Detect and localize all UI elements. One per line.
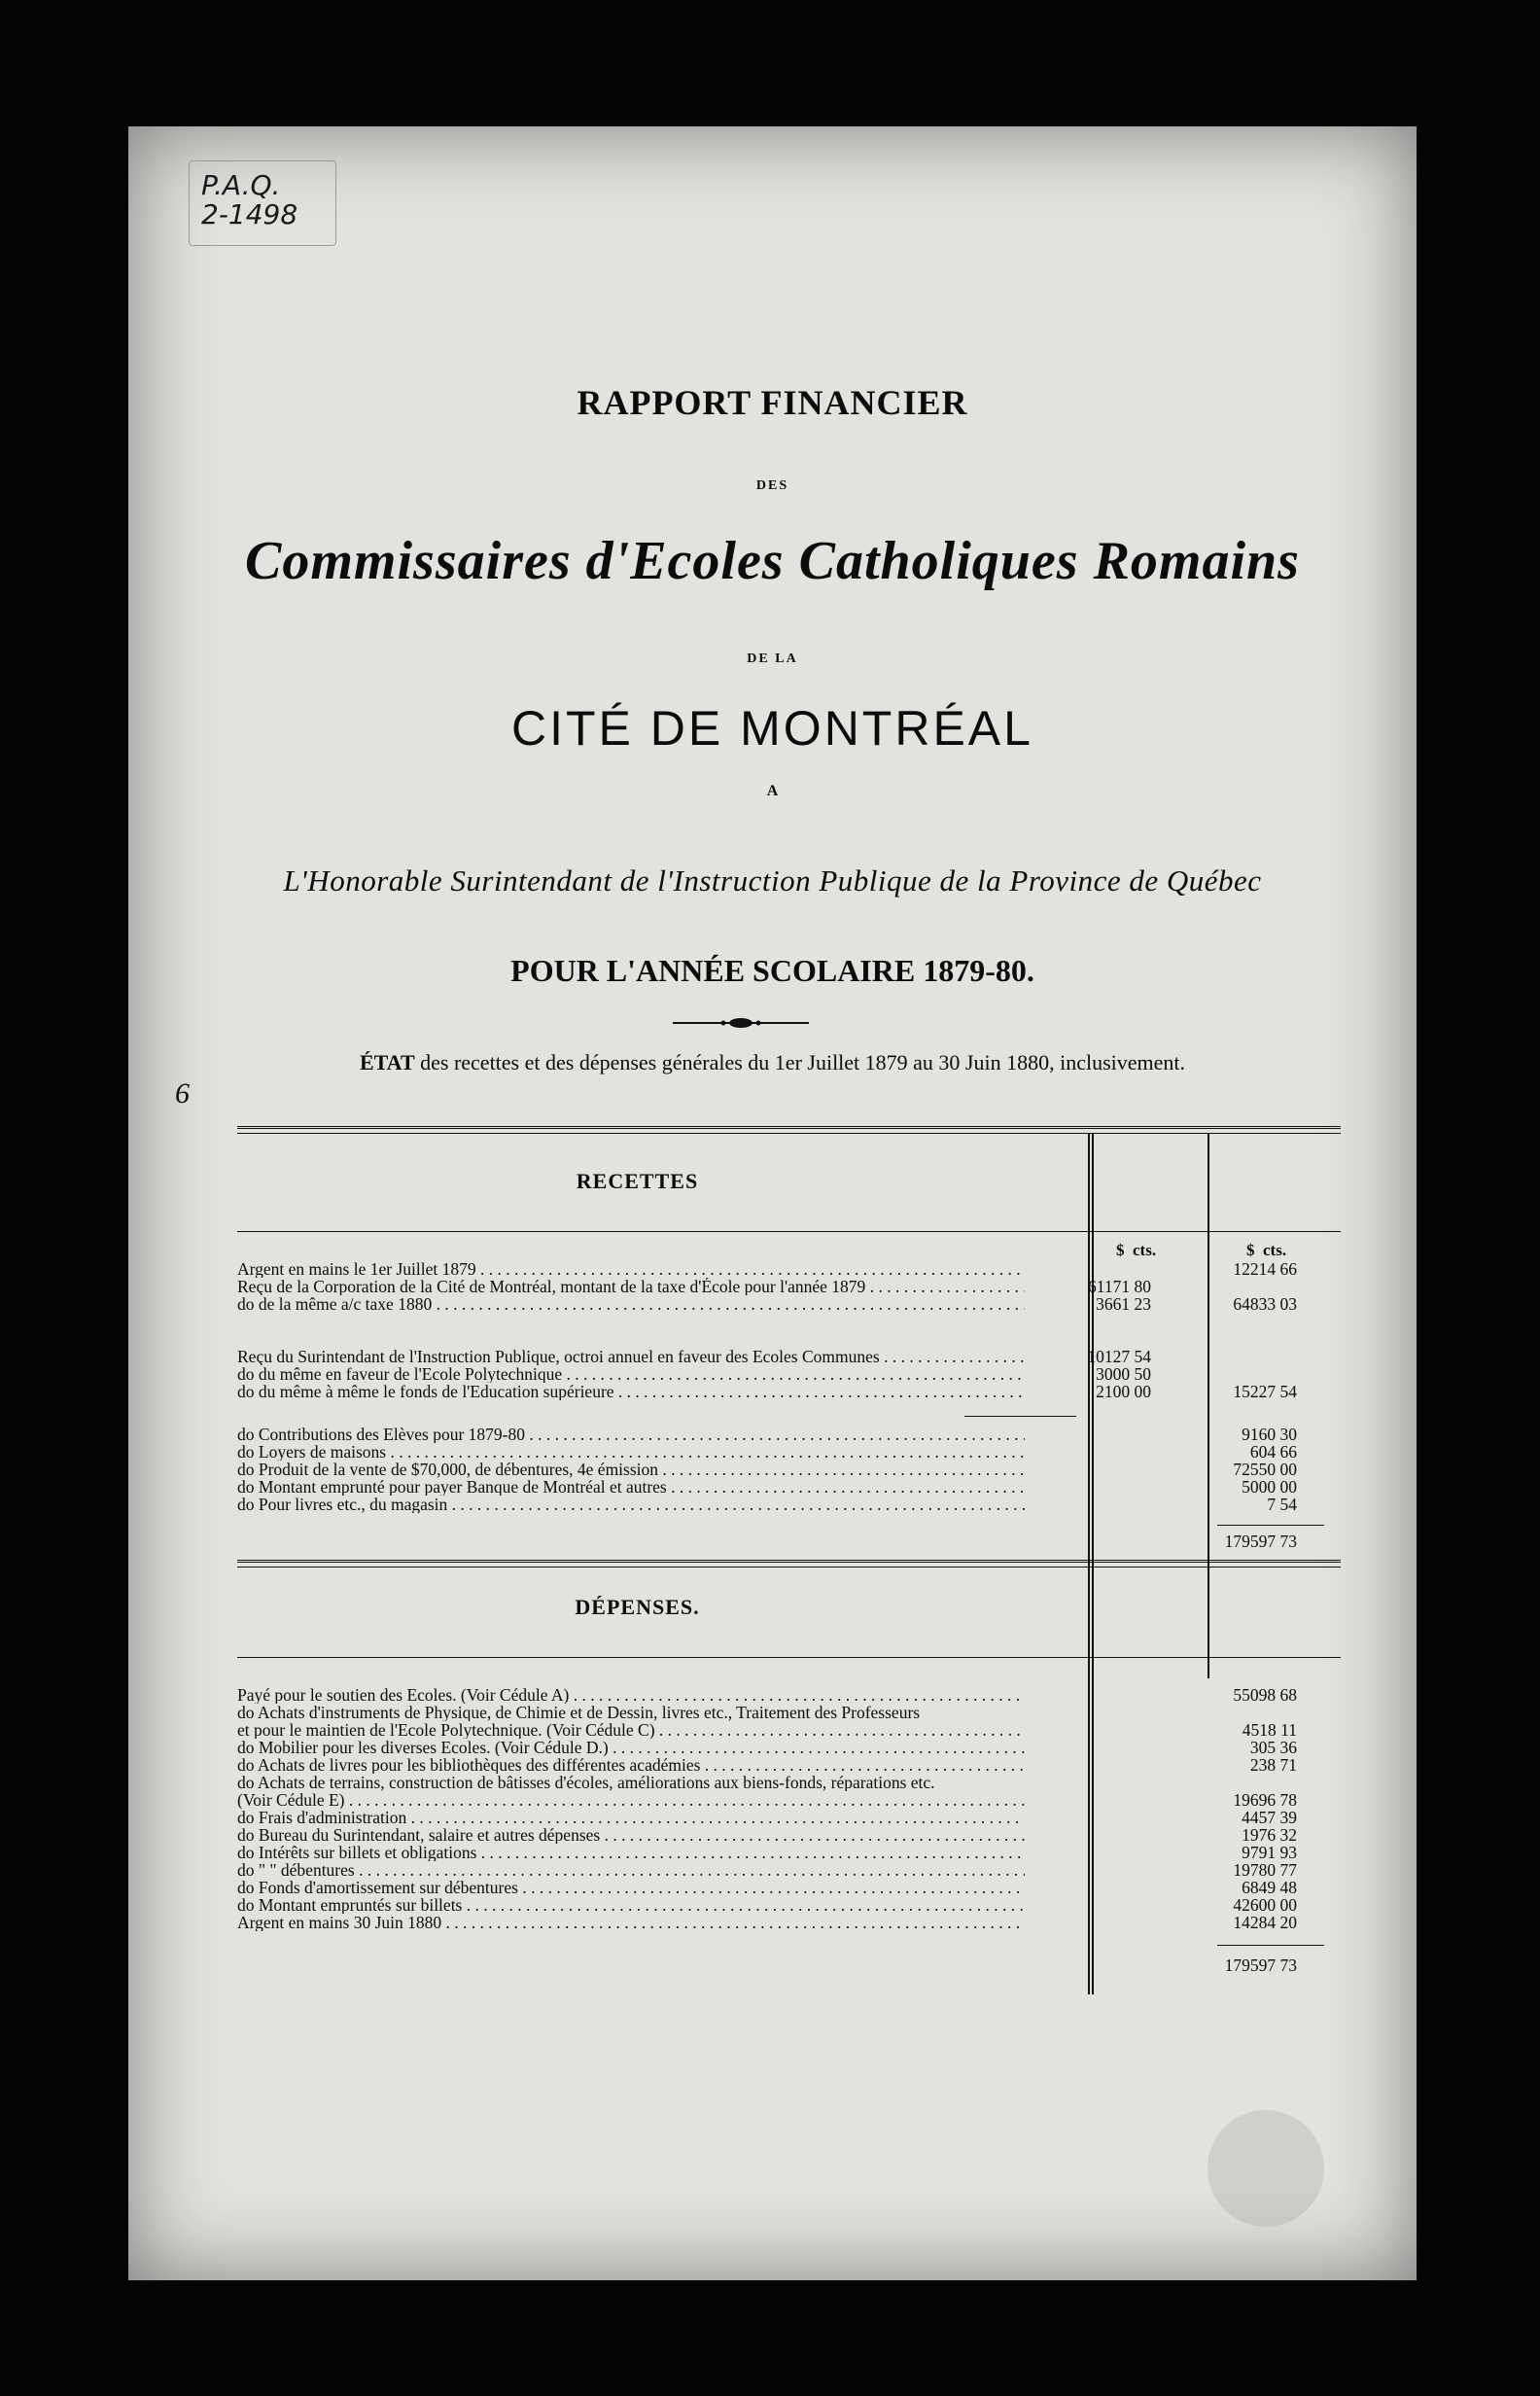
archive-ref-line1: P.A.Q.	[201, 169, 281, 201]
row-amount-sub: 10127 54	[1087, 1347, 1151, 1366]
statement-lead: ÉTAT	[359, 1050, 415, 1075]
expense-row	[237, 1756, 1341, 1774]
receipt-row	[237, 1443, 1341, 1461]
school-year-title: POUR L'ANNÉE SCOLAIRE 1879-80.	[510, 953, 1034, 988]
row-label: do de la même a/c taxe 1880 . . .	[237, 1295, 1025, 1313]
expense-row	[237, 1721, 1341, 1739]
row-amount-total: 15227 54	[1233, 1382, 1297, 1401]
receipt-row	[237, 1461, 1341, 1478]
expense-row	[237, 1896, 1341, 1914]
expenses-total-row	[237, 1956, 1341, 1974]
row-amount-total: 4518 11	[1242, 1720, 1297, 1740]
dollar-sign: $	[1246, 1241, 1255, 1259]
receipt-row	[237, 1278, 1341, 1295]
row-label: do Intérêts sur billets et obligations . . .	[237, 1844, 1025, 1861]
connector-de-la: DE LA	[747, 652, 798, 666]
row-amount-sub: 61171 80	[1088, 1277, 1151, 1296]
row-label: do Contributions des Elèves pour 1879-80 . . .	[237, 1426, 1025, 1443]
expense-row	[237, 1826, 1341, 1844]
row-label: do Montant empruntés sur billets . . .	[237, 1896, 1025, 1914]
row-amount-total: 19696 78	[1233, 1790, 1297, 1810]
row-label: do Achats de livres pour les bibliothèques des différentes académies . . .	[237, 1756, 1025, 1774]
city-title: CITÉ DE MONTRÉAL	[511, 701, 1033, 756]
col-header-dollars-2	[1246, 1241, 1286, 1260]
receipt-row	[237, 1365, 1341, 1383]
margin-mark: 6	[175, 1077, 190, 1110]
row-label: do Pour livres etc., du magasin . . .	[237, 1496, 1025, 1513]
row-amount-total: 4457 39	[1242, 1808, 1297, 1827]
expense-row	[237, 1809, 1341, 1826]
row-label: do Produit de la vente de $70,000, de débentures, 4e émission . . .	[237, 1461, 1025, 1478]
cents-label: cts.	[1133, 1241, 1157, 1259]
row-label: do Fonds d'amortissement sur débentures . . .	[237, 1879, 1025, 1896]
row-amount-total: 5000 00	[1242, 1477, 1297, 1497]
row-label: Reçu de la Corporation de la Cité de Montréal, montant de la taxe d'École pour l'année 1879 . . .	[237, 1278, 1025, 1295]
row-amount-total: 9791 93	[1242, 1843, 1297, 1862]
cents-label: cts.	[1263, 1241, 1287, 1259]
row-label: Argent en mains le 1er Juillet 1879 . . .	[237, 1260, 1025, 1278]
col-header-dollars-1	[1116, 1241, 1156, 1260]
row-amount-total: 7 54	[1267, 1495, 1297, 1514]
row-amount-total: 55098 68	[1233, 1685, 1297, 1705]
statement-caption	[128, 1050, 1417, 1075]
row-amount-sub: 3000 50	[1096, 1364, 1151, 1384]
row-amount-total: 604 66	[1249, 1442, 1297, 1462]
row-label: do Montant emprunté pour payer Banque de Montréal et autres . . .	[237, 1478, 1025, 1496]
row-amount-total: 19780 77	[1233, 1860, 1297, 1880]
expense-row	[237, 1879, 1341, 1896]
expense-row	[237, 1686, 1341, 1704]
receipt-row	[237, 1383, 1341, 1400]
row-label: do Loyers de maisons . . .	[237, 1443, 1025, 1461]
expenses-total: 179597 73	[1224, 1956, 1297, 1975]
row-amount-total: 12214 66	[1233, 1259, 1297, 1279]
row-amount-total: 64833 03	[1233, 1294, 1297, 1314]
receipt-row	[237, 1496, 1341, 1513]
row-label: Reçu du Surintendant de l'Instruction Publique, octroi annuel en faveur des Ecoles Communes . . .	[237, 1348, 1025, 1365]
statement-text: des recettes et des dépenses générales du 1er Juillet 1879 au 30 Juin 1880, inclusivement.	[420, 1050, 1186, 1075]
divider-ornament-icon	[673, 1015, 809, 1031]
receipt-row	[237, 1348, 1341, 1365]
row-amount-total: 305 36	[1249, 1738, 1297, 1757]
archive-reference-label	[189, 160, 336, 246]
expense-row	[237, 1844, 1341, 1861]
row-amount-total: 72550 00	[1233, 1460, 1297, 1479]
row-label: et pour le maintien de l'Ecole Polytechnique. (Voir Cédule C) . . .	[237, 1721, 1025, 1739]
row-amount-total: 6849 48	[1242, 1878, 1297, 1897]
row-label: do Achats d'instruments de Physique, de Chimie et de Dessin, livres etc., Traitement des Professeurs	[237, 1704, 921, 1721]
commissioners-title: Commissaires d'Ecoles Catholiques Romains	[245, 531, 1300, 591]
connector-a: A	[766, 783, 779, 799]
expense-row	[237, 1791, 1341, 1809]
dollar-sign: $	[1116, 1241, 1125, 1259]
expense-row	[237, 1861, 1341, 1879]
row-label: do du même à même le fonds de l'Education supérieure . . .	[237, 1383, 1025, 1400]
receipt-row	[237, 1426, 1341, 1443]
expenses-header-rule	[237, 1657, 1341, 1658]
connector-des: DES	[755, 478, 789, 493]
total-rule	[1217, 1525, 1324, 1526]
receipts-header-rule	[237, 1231, 1341, 1232]
row-amount-total: 238 71	[1249, 1755, 1297, 1775]
expenses-heading: DÉPENSES.	[575, 1595, 700, 1619]
library-stamp-icon	[1208, 2110, 1324, 2227]
row-label: Argent en mains 30 Juin 1880 . . .	[237, 1914, 1025, 1931]
row-amount-sub: 3661 23	[1096, 1294, 1151, 1314]
section-separator-rule	[237, 1560, 1341, 1568]
receipts-total-row	[237, 1533, 1341, 1550]
row-amount-total: 42600 00	[1233, 1895, 1297, 1915]
row-amount-total: 1976 32	[1242, 1825, 1297, 1845]
document-page	[128, 126, 1417, 2280]
addressee-line: L'Honorable Surintendant de l'Instruction Publique de la Province de Québec	[283, 863, 1262, 898]
receipt-row	[237, 1478, 1341, 1496]
expense-row	[237, 1774, 1341, 1791]
row-label: do Achats de terrains, construction de bâtisses d'écoles, améliorations aux biens-fonds, réparations etc.	[237, 1774, 935, 1791]
row-label: do du même en faveur de l'Ecole Polytechnique . . .	[237, 1365, 1025, 1383]
column-divider-right	[1208, 1134, 1209, 1678]
row-label: (Voir Cédule E) . . .	[237, 1791, 1025, 1809]
row-amount-total: 14284 20	[1233, 1913, 1297, 1932]
expense-row	[237, 1914, 1341, 1931]
total-rule	[1217, 1945, 1324, 1946]
row-label: do " " débentures . . .	[237, 1861, 1025, 1879]
expense-row	[237, 1739, 1341, 1756]
subtotal-rule	[964, 1416, 1076, 1417]
report-title: RAPPORT FINANCIER	[577, 383, 968, 422]
table-top-rule	[237, 1126, 1341, 1134]
receipt-row	[237, 1295, 1341, 1313]
row-label: do Bureau du Surintendant, salaire et autres dépenses . . .	[237, 1826, 1025, 1844]
row-label: Payé pour le soutien des Ecoles. (Voir Cédule A) . . .	[237, 1686, 1025, 1704]
archive-ref-line2: 2-1498	[201, 198, 298, 230]
row-amount-total: 9160 30	[1242, 1425, 1297, 1444]
receipts-total: 179597 73	[1224, 1532, 1297, 1551]
row-label: do Frais d'administration . . .	[237, 1809, 1025, 1826]
receipts-heading: RECETTES	[576, 1169, 699, 1193]
row-amount-sub: 2100 00	[1096, 1382, 1151, 1401]
expense-row	[237, 1704, 1341, 1721]
receipt-row	[237, 1260, 1341, 1278]
row-label: do Mobilier pour les diverses Ecoles. (Voir Cédule D.) . . .	[237, 1739, 1025, 1756]
